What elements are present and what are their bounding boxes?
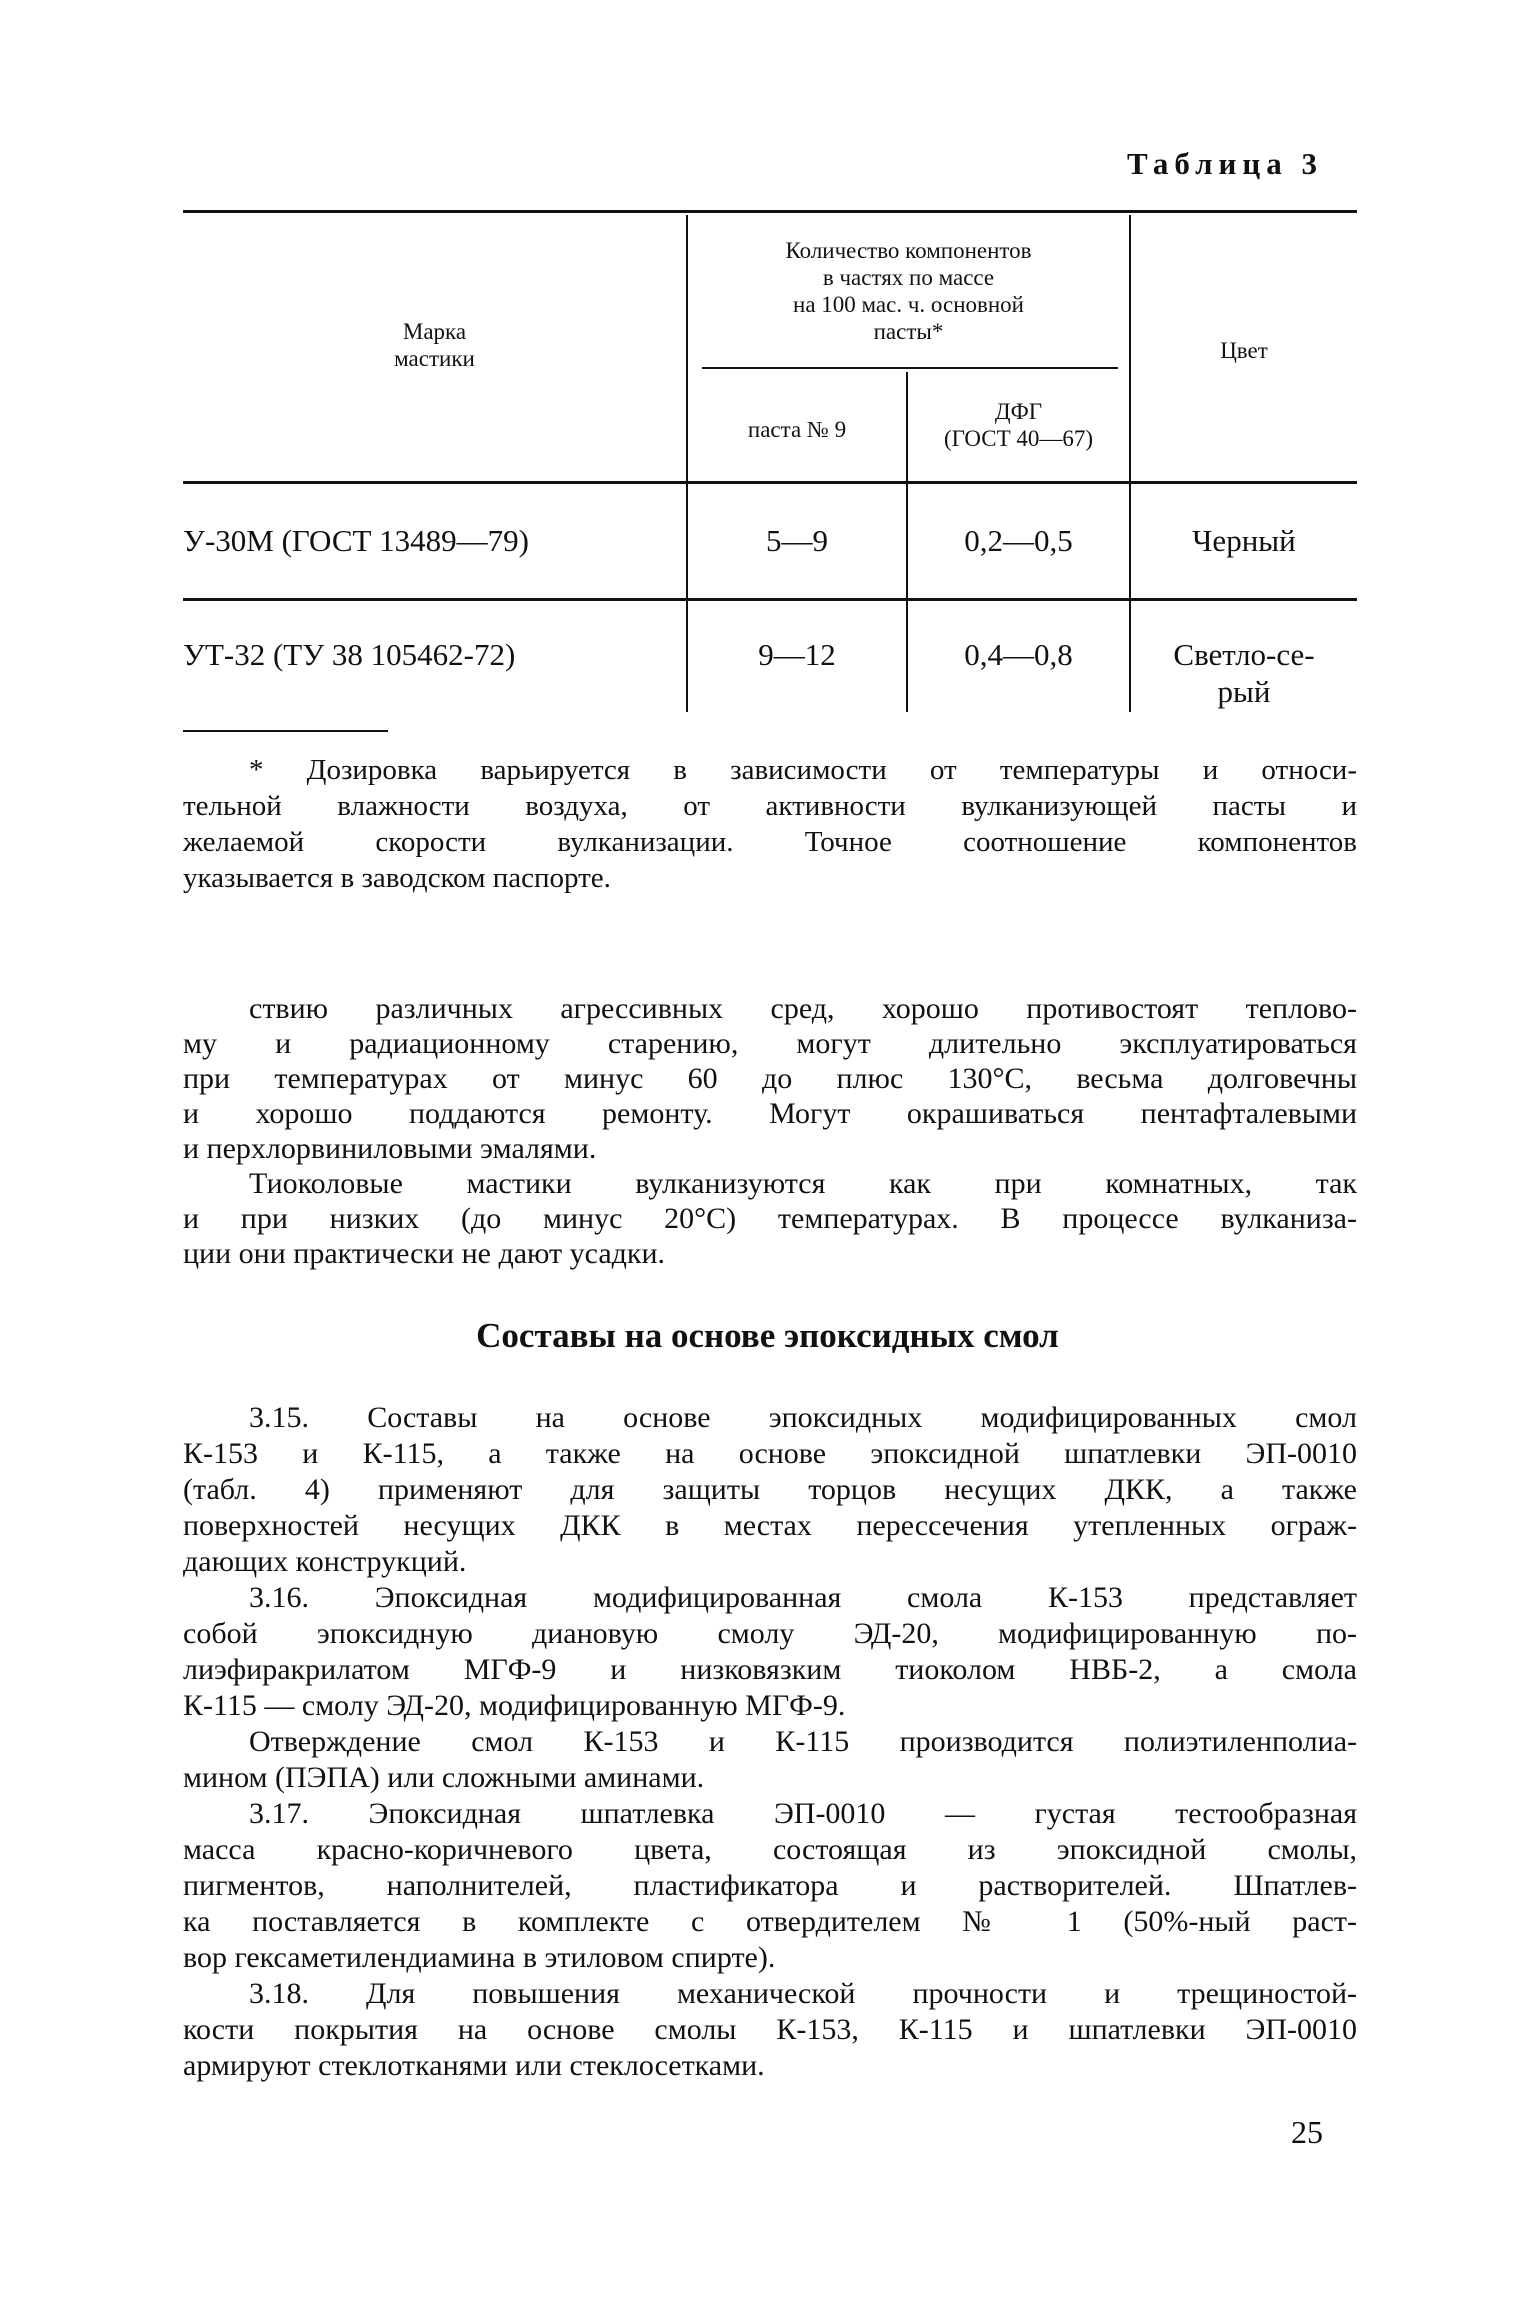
paragraph-line: 3.17. Эпоксидная шпатлевка ЭП-0010 — густая тестообразная xyxy=(249,1797,1357,1830)
paragraph xyxy=(183,991,1357,1166)
paragraph-line: К-115 — смолу ЭД-20, модифицированную МГФ-9. xyxy=(183,1689,846,1722)
paragraph-line: вор гексаметилендиамина в этиловом спирте). xyxy=(183,1941,776,1974)
paragraph-line: лиэфиракрилатом МГФ-9 и низковязким тиоколом НВБ-2, а смола xyxy=(183,1653,1357,1686)
paragraph xyxy=(183,1166,1357,1271)
paragraph-line: масса красно-коричневого цвета, состоящая из эпоксидной смолы, xyxy=(183,1833,1357,1866)
header-dfg-line: ДФГ xyxy=(994,399,1043,424)
paragraph-line: и перхлорвиниловыми эмалями. xyxy=(183,1132,597,1165)
paragraph-line: собой эпоксидную диановую смолу ЭД-20, модифицированную по- xyxy=(183,1617,1357,1650)
table-row-rule xyxy=(183,598,1357,601)
paragraph-line: поверхностей несущих ДКК в местах перессечения утепленных ограж- xyxy=(183,1509,1357,1542)
paragraph-line: ции они практически не дают усадки. xyxy=(183,1237,666,1270)
paragraph-line: армируют стеклотканями или стеклосетками. xyxy=(183,2049,765,2082)
header-components-line: на 100 мас. ч. основной xyxy=(793,292,1024,317)
table-caption: Таблица 3 xyxy=(1127,146,1323,181)
paragraph-line: и хорошо поддаются ремонту. Могут окрашиваться пентафталевыми xyxy=(183,1097,1357,1130)
paragraph-line: Тиоколовые мастики вулканизуются как при комнатных, так xyxy=(249,1167,1357,1200)
cell-brand: УТ-32 (ТУ 38 105462-72) xyxy=(183,637,516,672)
paragraph xyxy=(183,752,1357,896)
paragraph xyxy=(183,1580,1357,1724)
paragraph-line: 3.15. Составы на основе эпоксидных модифицированных смол xyxy=(249,1401,1357,1434)
header-color: Цвет xyxy=(1220,338,1268,363)
paragraph-line: ка поставляется в комплекте с отвердителем № 1 (50%-ный раст- xyxy=(183,1905,1357,1938)
cell-dfg: 0,4—0,8 xyxy=(964,637,1073,672)
header-components xyxy=(688,237,1129,345)
body-text-top xyxy=(183,991,1357,1271)
cell-color-line: Светло-се- xyxy=(1173,637,1315,672)
cell-color xyxy=(1131,636,1357,710)
header-paste9: паста № 9 xyxy=(747,417,847,442)
paragraph xyxy=(183,1976,1357,2084)
paragraph-line: желаемой скорости вулканизации. Точное соотношение компонентов xyxy=(183,826,1357,858)
paragraph-line: Отверждение смол К-153 и К-115 производится полиэтиленполиа- xyxy=(249,1725,1357,1758)
header-components-line: пасты* xyxy=(873,319,944,344)
paragraph-line: ствию различных агрессивных сред, хорошо противостоят теплово- xyxy=(249,992,1357,1025)
footnote-rule xyxy=(183,730,388,732)
paragraph xyxy=(183,1400,1357,1580)
cell-paste9: 9—12 xyxy=(758,637,836,672)
paragraph-line: К-153 и К-115, а также на основе эпоксидной шпатлевки ЭП-0010 xyxy=(183,1437,1357,1470)
paragraph-line: 3.18. Для повышения механической прочности и трещиностой- xyxy=(249,1977,1357,2010)
cell-paste9: 5—9 xyxy=(766,523,828,558)
paragraph-line: (табл. 4) применяют для защиты торцов несущих ДКК, а также xyxy=(183,1473,1357,1506)
section-heading: Составы на основе эпоксидных смол xyxy=(476,1316,1059,1355)
header-dfg xyxy=(908,398,1129,452)
header-brand-line: мастики xyxy=(394,346,475,371)
cell-color: Черный xyxy=(1192,523,1296,558)
header-dfg-line: (ГОСТ 40—67) xyxy=(943,426,1094,451)
header-brand-line: Марка xyxy=(402,319,467,344)
paragraph-line: и при низких (до минус 20°С) температурах. В процессе вулканиза- xyxy=(183,1202,1357,1235)
paragraph-line: дающих конструкций. xyxy=(183,1545,467,1578)
paragraph-line: * Дозировка варьируется в зависимости от температуры и относи- xyxy=(249,754,1357,786)
paragraph-line: указывается в заводском паспорте. xyxy=(183,862,611,894)
subheader-rule xyxy=(702,367,1118,369)
paragraph-line: му и радиационному старению, могут длительно эксплуатироваться xyxy=(183,1027,1357,1060)
paragraph-line: 3.16. Эпоксидная модифицированная смола К-153 представляет xyxy=(249,1581,1357,1614)
footnote xyxy=(183,752,1357,896)
header-components-line: Количество компонентов xyxy=(785,238,1032,263)
page-number: 25 xyxy=(1291,2114,1323,2150)
body-text-bottom xyxy=(183,1400,1357,2084)
paragraph xyxy=(183,1796,1357,1976)
paragraph-line: мином (ПЭПА) или сложными аминами. xyxy=(183,1761,705,1794)
paragraph-line: кости покрытия на основе смолы К-153, К-115 и шпатлевки ЭП-0010 xyxy=(183,2013,1357,2046)
cell-brand: У-30М (ГОСТ 13489—79) xyxy=(183,523,530,558)
cell-dfg: 0,2—0,5 xyxy=(964,523,1073,558)
paragraph-line: при температурах от минус 60 до плюс 130°С, весьма долговечны xyxy=(183,1062,1357,1095)
paragraph-line: тельной влажности воздуха, от активности вулканизующей пасты и xyxy=(183,790,1357,822)
header-components-line: в частях по массе xyxy=(822,265,995,290)
header-brand xyxy=(183,318,686,372)
table-header-rule xyxy=(183,481,1357,484)
cell-color-line: рый xyxy=(1217,674,1271,709)
paragraph xyxy=(183,1724,1357,1796)
paragraph-line: пигментов, наполнителей, пластификатора и растворителей. Шпатлев- xyxy=(183,1869,1357,1902)
table-top-rule xyxy=(183,210,1357,213)
